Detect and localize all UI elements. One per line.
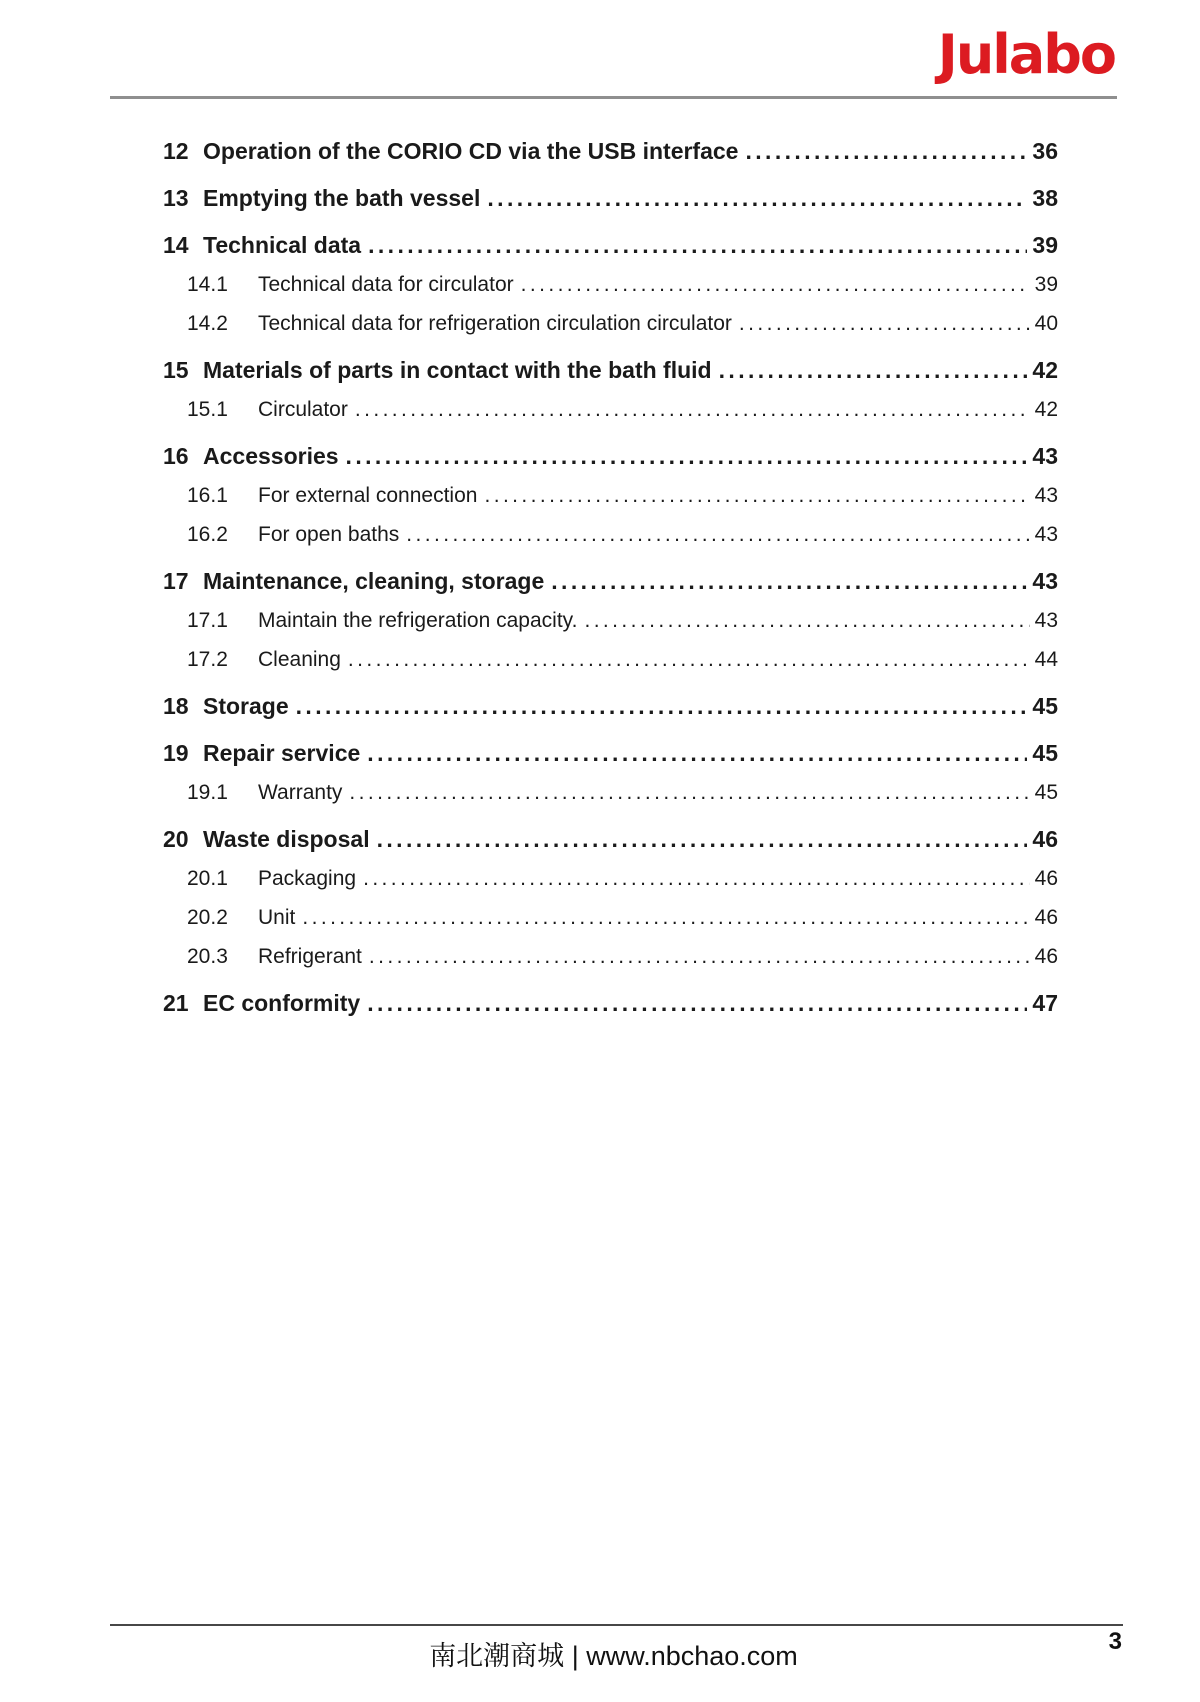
toc-entry-page: 43 (1034, 609, 1058, 632)
toc-entry-page: 39 (1034, 273, 1058, 296)
toc-entry (163, 567, 1058, 596)
toc-entry (163, 231, 1058, 260)
toc-entry (163, 270, 1058, 299)
toc-entry (163, 309, 1058, 338)
toc-entry-title: Maintenance, cleaning, storage (203, 568, 545, 594)
toc-entry-number: 20.3 (187, 945, 228, 968)
toc-entry-title: Waste disposal (203, 826, 370, 852)
toc-entry-title: Warranty (258, 781, 343, 804)
toc-dot-leader (521, 270, 1030, 299)
toc-entry-page: 46 (1032, 826, 1058, 852)
toc-entry-number: 15.1 (187, 398, 228, 421)
footer-site-text: 南北潮商城 | www.nbchao.com (429, 1641, 798, 1671)
toc-entry-page: 39 (1032, 232, 1058, 258)
toc-entry-number: 16.1 (187, 484, 228, 507)
toc-entry-page: 47 (1032, 990, 1058, 1016)
toc-entry-page: 46 (1034, 906, 1058, 929)
toc-entry (163, 481, 1058, 510)
toc-dot-leader (745, 137, 1027, 166)
toc-entry (163, 606, 1058, 635)
toc-entry (163, 692, 1058, 721)
toc-entry-number: 14 (163, 232, 189, 258)
toc-entry-page: 43 (1032, 443, 1058, 469)
toc-dot-leader (368, 231, 1027, 260)
toc-entry-number: 21 (163, 990, 189, 1016)
julabo-logo: Julabo (937, 23, 1115, 86)
toc-entry-number: 12 (163, 138, 189, 164)
toc-dot-leader (349, 778, 1029, 807)
toc-entry-title: Emptying the bath vessel (203, 185, 481, 211)
toc-entry-title: Technical data (203, 232, 362, 258)
toc-entry-number: 14.1 (187, 273, 228, 296)
toc-entry (163, 645, 1058, 674)
toc-entry-number: 17.2 (187, 648, 228, 671)
toc-entry (163, 778, 1058, 807)
toc-entry-page: 42 (1032, 357, 1058, 383)
toc-entry-page: 44 (1034, 648, 1058, 671)
toc-entry-number: 17 (163, 568, 189, 594)
toc-entry (163, 864, 1058, 893)
toc-entry-page: 43 (1032, 568, 1058, 594)
toc-dot-leader (363, 864, 1030, 893)
toc-dot-leader (367, 989, 1027, 1018)
toc-entry-page: 45 (1034, 781, 1058, 804)
toc-entry (163, 520, 1058, 549)
toc-entry (163, 942, 1058, 971)
toc-entry-title: Technical data for circulator (258, 273, 514, 296)
toc-dot-leader (369, 942, 1030, 971)
toc-entry-title: Technical data for refrigeration circulation circulator (258, 312, 732, 335)
toc-entry-number: 20.1 (187, 867, 228, 890)
toc-entry (163, 184, 1058, 213)
header-divider (110, 96, 1117, 99)
toc-entry-title: Accessories (203, 443, 339, 469)
toc-dot-leader (367, 739, 1027, 768)
toc-entry-number: 14.2 (187, 312, 228, 335)
toc-dot-leader (584, 606, 1029, 635)
toc-entry (163, 989, 1058, 1018)
toc-entry-number: 19.1 (187, 781, 228, 804)
toc-dot-leader (348, 645, 1030, 674)
toc-dot-leader (355, 395, 1030, 424)
toc-dot-leader (719, 356, 1028, 385)
toc-entry (163, 356, 1058, 385)
toc-entry-page: 43 (1034, 484, 1058, 507)
toc-dot-leader (487, 184, 1027, 213)
toc-dot-leader (406, 520, 1029, 549)
toc-entry-title: Cleaning (258, 648, 341, 671)
toc-entry-page: 42 (1034, 398, 1058, 421)
toc-entry-title: Maintain the refrigeration capacity. (258, 609, 578, 632)
toc-entry-page: 40 (1034, 312, 1058, 335)
toc-dot-leader (551, 567, 1027, 596)
toc-entry-number: 19 (163, 740, 189, 766)
toc-entry-page: 38 (1032, 185, 1058, 211)
toc-dot-leader (739, 309, 1030, 338)
toc-entry-title: Materials of parts in contact with the bath fluid (203, 357, 712, 383)
toc-entry (163, 825, 1058, 854)
footer-page-number: 3 (1108, 1628, 1122, 1655)
toc-entry-title: EC conformity (203, 990, 361, 1016)
toc-entry-number: 20 (163, 826, 189, 852)
table-of-contents (163, 137, 1058, 1018)
toc-entry-number: 16.2 (187, 523, 228, 546)
toc-entry (163, 395, 1058, 424)
toc-entry-title: Repair service (203, 740, 361, 766)
toc-entry (163, 137, 1058, 166)
toc-entry-title: Unit (258, 906, 296, 929)
toc-entry (163, 739, 1058, 768)
toc-entry-page: 36 (1032, 138, 1058, 164)
footer-divider (110, 1624, 1123, 1626)
toc-entry (163, 442, 1058, 471)
toc-entry-title: Storage (203, 693, 289, 719)
toc-dot-leader (296, 692, 1028, 721)
toc-entry-title: Circulator (258, 398, 348, 421)
toc-entry-page: 45 (1032, 740, 1058, 766)
toc-entry-number: 16 (163, 443, 189, 469)
toc-entry-page: 46 (1034, 867, 1058, 890)
toc-entry-number: 15 (163, 357, 189, 383)
toc-dot-leader (346, 442, 1028, 471)
toc-entry-page: 46 (1034, 945, 1058, 968)
toc-entry-number: 18 (163, 693, 189, 719)
toc-entry-title: Operation of the CORIO CD via the USB interface (203, 138, 739, 164)
toc-entry-number: 20.2 (187, 906, 228, 929)
toc-entry-title: Packaging (258, 867, 357, 890)
toc-entry-title: For external connection (258, 484, 478, 507)
toc-dot-leader (377, 825, 1028, 854)
toc-entry-number: 17.1 (187, 609, 228, 632)
toc-entry (163, 903, 1058, 932)
toc-entry-title: For open baths (258, 523, 400, 546)
toc-dot-leader (484, 481, 1029, 510)
toc-entry-page: 43 (1034, 523, 1058, 546)
toc-entry-number: 13 (163, 185, 189, 211)
toc-dot-leader (302, 903, 1029, 932)
toc-entry-page: 45 (1032, 693, 1058, 719)
toc-entry-title: Refrigerant (258, 945, 362, 968)
